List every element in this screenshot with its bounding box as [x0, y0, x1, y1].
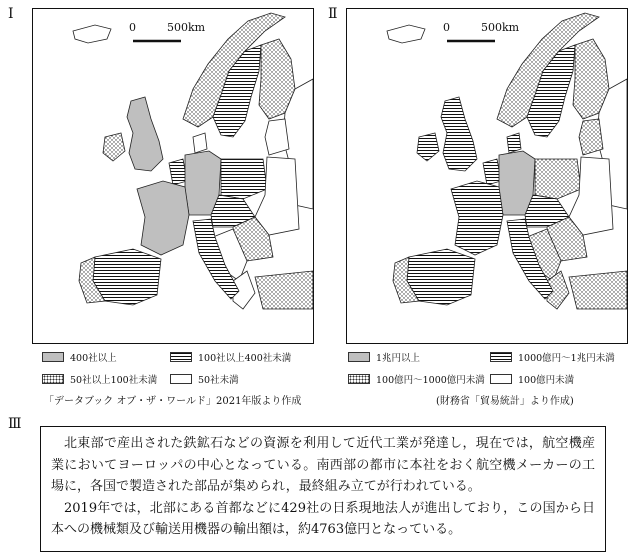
map1-legend-gray: 400社以上 [42, 350, 117, 364]
legend-swatch-hatch [490, 352, 512, 362]
legend-swatch-gray [348, 352, 370, 362]
map2-spain [407, 249, 475, 305]
map2-svg [347, 9, 627, 343]
map2-denmark [507, 133, 521, 153]
map2-iceland [387, 25, 425, 43]
map1-turkey [255, 271, 313, 309]
map2-scale-distance: 500km [481, 21, 520, 34]
map1-france [137, 181, 189, 255]
map2-frame [346, 8, 628, 344]
map2-scale-zero: 0 [443, 21, 450, 34]
section3-label: Ⅲ [8, 416, 22, 432]
legend-swatch-white [490, 374, 512, 384]
legend-swatch-gray [42, 352, 64, 362]
map1-source: 「データブック オブ・ザ・ワールド」2021年版より作成 [44, 396, 302, 407]
map1-frame [32, 8, 314, 344]
map2-uk [441, 97, 477, 171]
legend-swatch-white [170, 374, 192, 384]
map1-iceland [73, 25, 111, 43]
map1-label: Ⅰ [8, 6, 14, 22]
section3-textbox [40, 426, 606, 552]
map1-denmark [193, 133, 207, 153]
map2-turkey [569, 271, 627, 309]
section3-paragraph-2: 2019年では，北部にある首都などに429社の日系現地法人が進出しており，この国から日本への機械類及び輸送用機器の輸出額は，約4763億円となっている。 [51, 500, 595, 537]
map2-label: Ⅱ [328, 6, 338, 22]
map2-legend-dots: 100億円～1000億円未満 [348, 372, 485, 386]
legend-swatch-hatch [170, 352, 192, 362]
map2-benelux [483, 159, 501, 185]
map1-legend-hatch: 100社以上400社未満 [170, 350, 291, 364]
map1-scale-zero: 0 [129, 21, 136, 34]
map1-spain [93, 249, 161, 305]
map1-baltics [265, 119, 289, 155]
legend-swatch-dots [42, 374, 64, 384]
map1-scale-distance: 500km [167, 21, 206, 34]
map1-ireland [103, 133, 125, 161]
map2-baltics [579, 119, 603, 155]
map2-poland [535, 159, 581, 199]
map1-legend-dots: 50社以上100社未満 [42, 372, 157, 386]
map2-france [451, 181, 503, 255]
legend-swatch-dots [348, 374, 370, 384]
map2-legend-white: 100億円未満 [490, 372, 574, 386]
map2-source: (財務省「貿易統計」より作成) [436, 396, 574, 407]
map2-legend-gray: 1兆円以上 [348, 350, 420, 364]
map1-svg [33, 9, 313, 343]
map2-legend-hatch: 1000億円～1兆円未満 [490, 350, 615, 364]
map1-legend-white: 50社未満 [170, 372, 239, 386]
map1-poland [221, 159, 267, 199]
map1-benelux [169, 159, 187, 185]
section3-paragraph-1: 北東部で産出された鉄鉱石などの資源を利用して近代工業が発達し，現在では，航空機産業においてヨーロッパの中心となっている。南西部の都市に本社をおく航空機メーカーの工場に，各国で製造された部品が集められ，最終組み立てが行われている。 [51, 436, 595, 494]
map2-ireland [417, 133, 439, 161]
map1-uk [127, 97, 163, 171]
